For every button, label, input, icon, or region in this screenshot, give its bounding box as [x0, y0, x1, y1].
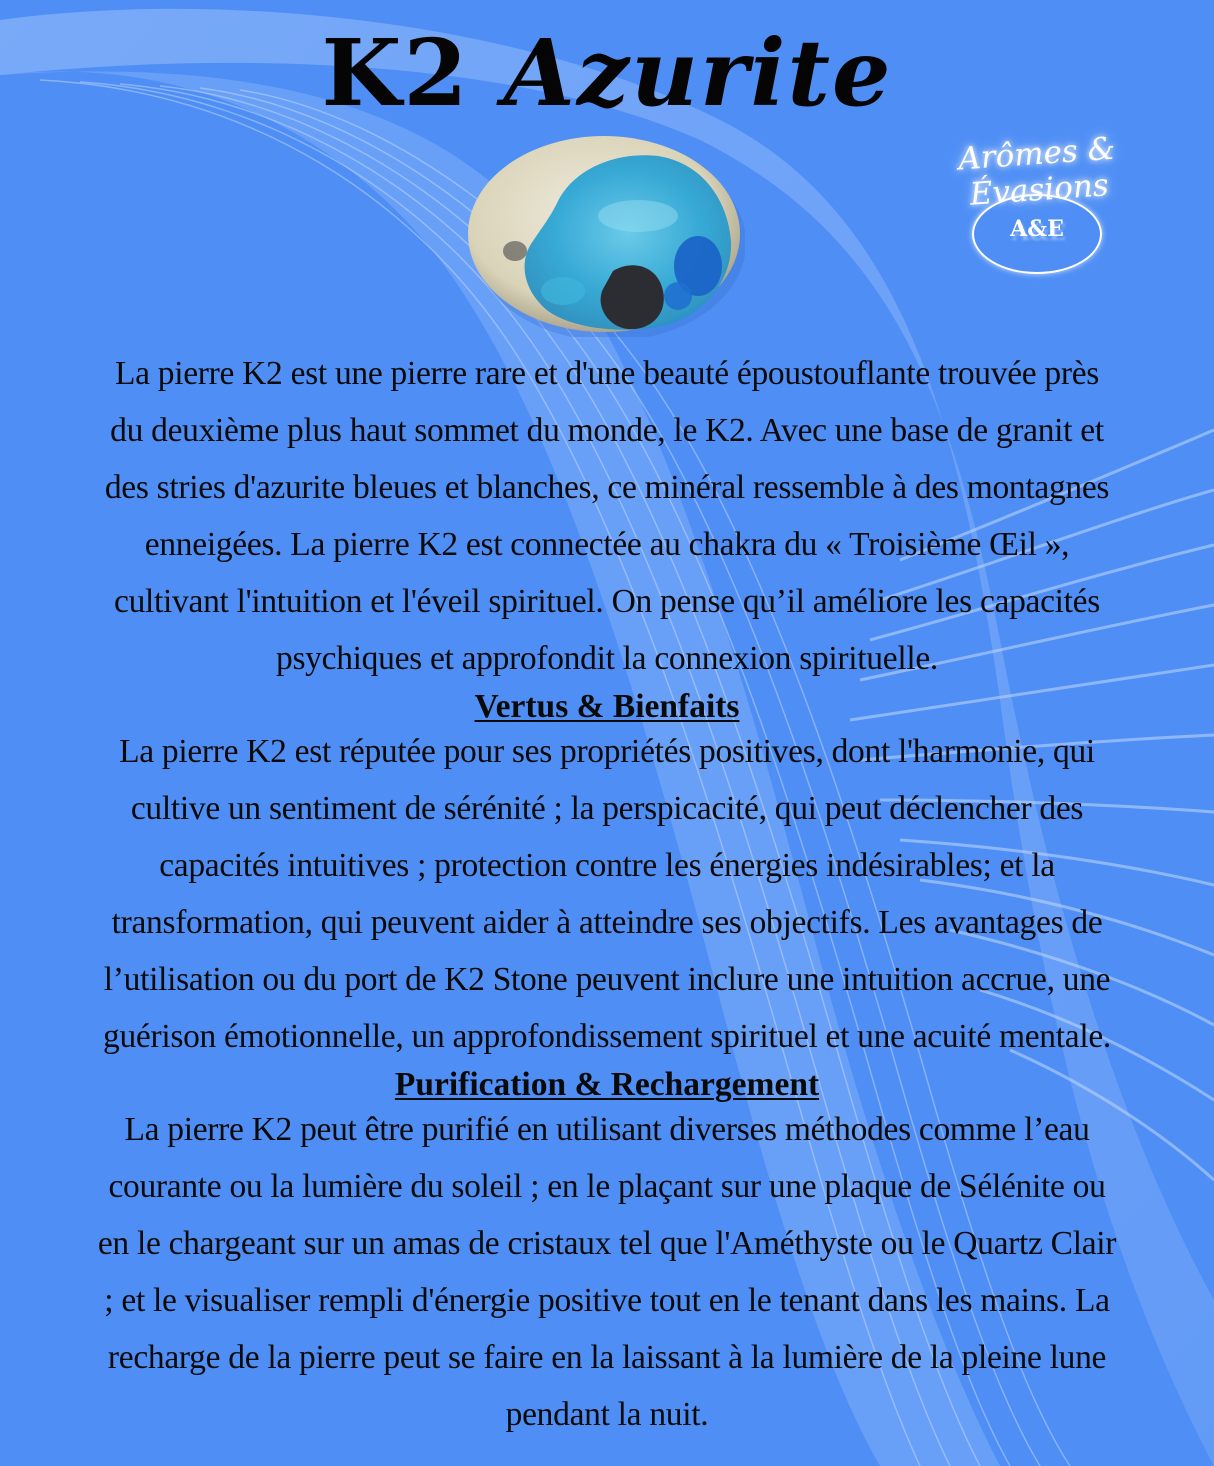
section-heading-vertus: Vertus & Bienfaits [474, 688, 740, 725]
text-line: enneigées. La pierre K2 est connectée au chakra du « Troisième Œil », [144, 526, 1070, 563]
brand-monogram: A&E [1010, 216, 1064, 242]
brand-logo [888, 130, 1188, 276]
k2-azurite-stone-image [463, 131, 745, 337]
text-line: l’utilisation ou du port de K2 Stone peuvent inclure une intuition accrue, une [103, 961, 1111, 998]
text-line: psychiques et approfondit la connexion spirituelle. [276, 640, 938, 677]
text-line: en le chargeant sur un amas de cristaux tel que l'Améthyste ou le Quartz Clair [97, 1225, 1117, 1262]
text-line: pendant la nuit. [505, 1396, 709, 1433]
page-title [0, 18, 1214, 128]
description-content [0, 345, 1214, 1443]
text-line: courante ou la lumière du soleil ; en le plaçant sur une plaque de Sélénite ou [108, 1168, 1106, 1205]
brand-name: Arômes & Évasions [957, 130, 1117, 213]
text-line: La pierre K2 est une pierre rare et d'une beauté époustouflante trouvée près [114, 355, 1100, 392]
text-line: guérison émotionnelle, un approfondissement spirituel et une acuité mentale. [103, 1018, 1111, 1055]
text-line: La pierre K2 peut être purifié en utilisant diverses méthodes comme l’eau [124, 1111, 1090, 1148]
text-line: ; et le visualiser rempli d'énergie positive tout en le tenant dans les mains. La [104, 1282, 1110, 1319]
title-word: Azurite [503, 19, 893, 127]
title-prefix: K2 [321, 19, 470, 127]
purification-paragraph [0, 1101, 1214, 1443]
section-heading-purification: Purification & Rechargement [394, 1066, 820, 1103]
text-line: du deuxième plus haut sommet du monde, le K2. Avec une base de granit et [110, 412, 1104, 449]
text-line: cultive un sentiment de sérénité ; la perspicacité, qui peut déclencher des [130, 790, 1084, 827]
text-line: recharge de la pierre peut se faire en la laissant à la lumière de la pleine lune [107, 1339, 1107, 1376]
text-line: des stries d'azurite bleues et blanches, ce minéral ressemble à des montagnes [104, 469, 1110, 506]
text-line: cultivant l'intuition et l'éveil spirituel. On pense qu’il améliore les capacités [114, 583, 1100, 620]
text-line: transformation, qui peuvent aider à atteindre ses objectifs. Les avantages de [111, 904, 1103, 941]
text-line: La pierre K2 est réputée pour ses propriétés positives, dont l'harmonie, qui [119, 733, 1095, 770]
intro-paragraph [0, 345, 1214, 687]
benefits-paragraph [0, 723, 1214, 1065]
text-line: capacités intuitives ; protection contre les énergies indésirables; et la [159, 847, 1055, 884]
